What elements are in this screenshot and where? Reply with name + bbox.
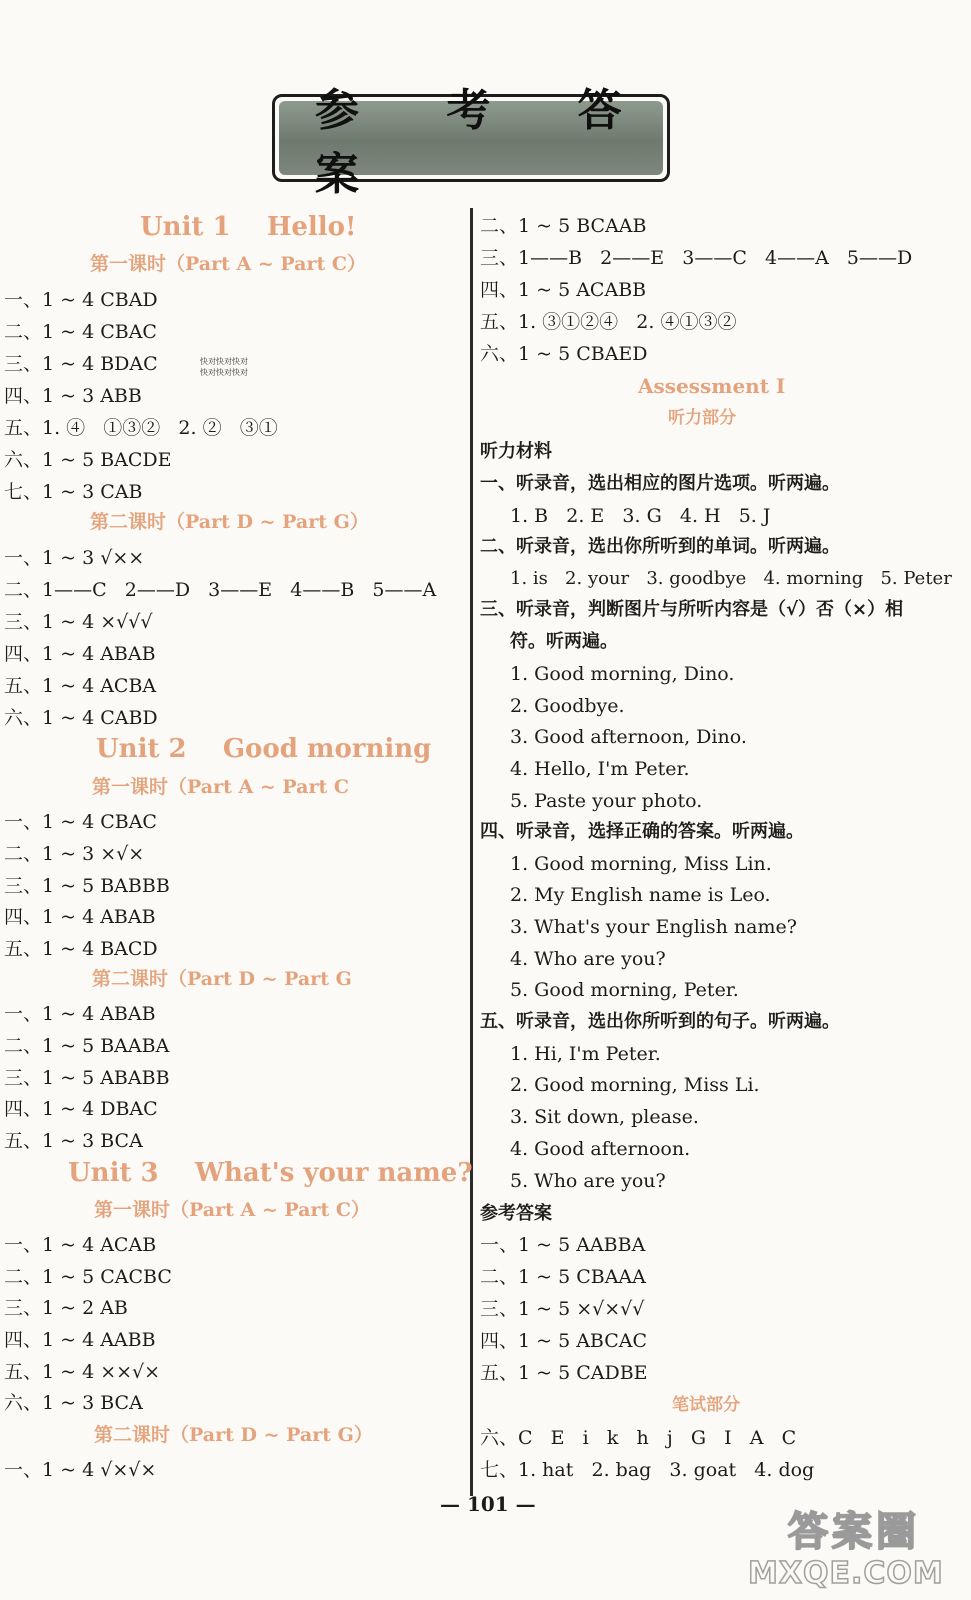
listening-item: 5. Who are you? (510, 1170, 666, 1192)
answer-line: 三、1 ~ 4 ×√√√ (4, 611, 153, 633)
listening-item: 2. My English name is Leo. (510, 884, 771, 906)
column-divider (470, 208, 473, 1496)
answer-line: 五、1 ~ 4 ××√× (4, 1361, 161, 1383)
answer-line: 四、1 ~ 5 ACABB (480, 279, 647, 301)
answer-line: 四、1 ~ 5 ABCAC (480, 1330, 648, 1352)
answers-heading: 参考答案 (480, 1203, 552, 1224)
answer-line: 五、1 ~ 5 CADBE (480, 1362, 648, 1384)
answer-line: 一、1 ~ 5 AABBA (480, 1234, 646, 1256)
listening-item: 2. Good morning, Miss Li. (510, 1074, 760, 1096)
listening-item: 4. Good afternoon. (510, 1138, 691, 1160)
unit3-heading: Unit 3 What's your name? (68, 1158, 473, 1188)
answer-line: 二、1 ~ 3 ×√× (4, 843, 145, 865)
question-title: 一、听录音，选出相应的图片选项。听两遍。 (480, 473, 840, 494)
title-banner-inner (279, 85, 663, 200)
question-title: 四、听录音，选择正确的答案。听两遍。 (480, 821, 804, 842)
answer-line: 二、1——C 2——D 3——E 4——B 5——A (4, 579, 437, 601)
answer-line: 五、1 ~ 4 BACD (4, 938, 158, 960)
handwritten-note (200, 356, 248, 378)
answer-line: 七、1. hat 2. bag 3. goat 4. dog (480, 1459, 815, 1481)
answer-line: 一、1 ~ 4 CBAD (4, 289, 158, 311)
unit1-lesson2-heading: 第二课时（Part D ~ Part G） (90, 511, 369, 533)
answer-line: 一、1 ~ 4 ACAB (4, 1234, 157, 1256)
listening-item: 4. Who are you? (510, 948, 666, 970)
answer-line: 四、1 ~ 4 DBAC (4, 1098, 158, 1120)
answer-line: 四、1 ~ 4 AABB (4, 1329, 156, 1351)
listening-item: 4. Hello, I'm Peter. (510, 758, 690, 780)
answer-line: 二、1 ~ 5 BAABA (4, 1035, 170, 1057)
answer-line: 五、1 ~ 4 ACBA (4, 675, 157, 697)
answer-line: 三、1 ~ 5 ABABB (4, 1067, 170, 1089)
answer-line: 一、1 ~ 4 CBAC (4, 811, 157, 833)
question-title: 三、听录音，判断图片与所听内容是（√）否（×）相 (480, 599, 904, 620)
title-banner (272, 85, 670, 200)
answer-line: 四、1 ~ 4 ABAB (4, 906, 156, 928)
question-answer: 1. is 2. your 3. goodbye 4. morning 5. Peter (510, 568, 952, 589)
assessment-heading: Assessment Ⅰ (638, 374, 786, 398)
answer-line: 六、1 ~ 4 CABD (4, 707, 158, 729)
answer-line: 一、1 ~ 4 √×√× (4, 1459, 157, 1481)
listening-item: 5. Good morning, Peter. (510, 979, 739, 1001)
answer-line: 三、1 ~ 2 AB (4, 1297, 128, 1319)
answer-line: 四、1 ~ 4 ABAB (4, 643, 156, 665)
note-line: 快对快对快对 (200, 368, 248, 377)
listening-part-heading: 听力部分 (668, 408, 736, 428)
unit2-lesson2-heading: 第二课时（Part D ~ Part G (92, 968, 352, 990)
answer-line: 二、1 ~ 5 CACBC (4, 1266, 172, 1288)
answer-line: 五、1. ③①②④ 2. ④①③② (480, 311, 737, 333)
listening-item: 3. Good afternoon, Dino. (510, 726, 747, 748)
answer-line: 六、C E i k h j G I A C (480, 1427, 797, 1449)
written-part-heading: 笔试部分 (672, 1395, 740, 1415)
page-number: — 101 — (440, 1492, 536, 1516)
unit3-lesson1-heading: 第一课时（Part A ~ Part C） (94, 1199, 370, 1221)
answer-line: 五、1. ④ ①③② 2. ② ③① (4, 417, 278, 439)
answer-line: 一、1 ~ 3 √×× (4, 547, 145, 569)
question-title: 五、听录音，选出你所听到的句子。听两遍。 (480, 1011, 840, 1032)
answer-line: 七、1 ~ 3 CAB (4, 481, 143, 503)
listening-item: 3. Sit down, please. (510, 1106, 699, 1128)
unit3-lesson2-heading: 第二课时（Part D ~ Part G） (94, 1424, 373, 1446)
watermark-url: MXQE.COM (748, 1556, 944, 1591)
answer-line: 一、1 ~ 4 ABAB (4, 1003, 156, 1025)
answer-line: 三、1——B 2——E 3——C 4——A 5——D (480, 247, 913, 269)
listening-item: 5. Paste your photo. (510, 790, 703, 812)
page-title: 参 考 答 案 (315, 85, 658, 200)
answer-line: 三、1 ~ 5 BABBB (4, 875, 170, 897)
note-line: 快对快对快对 (200, 357, 248, 366)
listening-item: 3. What's your English name? (510, 916, 797, 938)
answer-line: 四、1 ~ 3 ABB (4, 385, 142, 407)
listening-item: 1. Good morning, Miss Lin. (510, 853, 772, 875)
unit2-heading: Unit 2 Good morning (96, 734, 432, 764)
answer-line: 六、1 ~ 5 BACDE (4, 449, 172, 471)
answer-line: 三、1 ~ 4 BDAC (4, 353, 158, 375)
listening-item: 1. Good morning, Dino. (510, 663, 735, 685)
question-answer: 1. B 2. E 3. G 4. H 5. J (510, 505, 771, 527)
question-title-cont: 符。听两遍。 (510, 631, 618, 652)
answer-line: 六、1 ~ 3 BCA (4, 1392, 143, 1414)
answer-line: 六、1 ~ 5 CBAED (480, 343, 648, 365)
listening-item: 1. Hi, I'm Peter. (510, 1043, 661, 1065)
unit1-heading: Unit 1 Hello! (140, 212, 357, 242)
answer-line: 二、1 ~ 5 CBAAA (480, 1266, 646, 1288)
answer-line: 五、1 ~ 3 BCA (4, 1130, 143, 1152)
watermark (748, 1500, 948, 1596)
question-title: 二、听录音，选出你所听到的单词。听两遍。 (480, 536, 840, 557)
watermark-logo-text: 答案圈 (788, 1509, 920, 1555)
answer-line: 二、1 ~ 4 CBAC (4, 321, 157, 343)
unit1-lesson1-heading: 第一课时（Part A ~ Part C） (90, 253, 366, 275)
answer-line: 三、1 ~ 5 ×√×√√ (480, 1298, 645, 1320)
listening-item: 2. Goodbye. (510, 695, 625, 717)
unit2-lesson1-heading: 第一课时（Part A ~ Part C (92, 776, 349, 798)
listening-material-heading: 听力材料 (480, 441, 552, 462)
answer-line: 二、1 ~ 5 BCAAB (480, 215, 647, 237)
